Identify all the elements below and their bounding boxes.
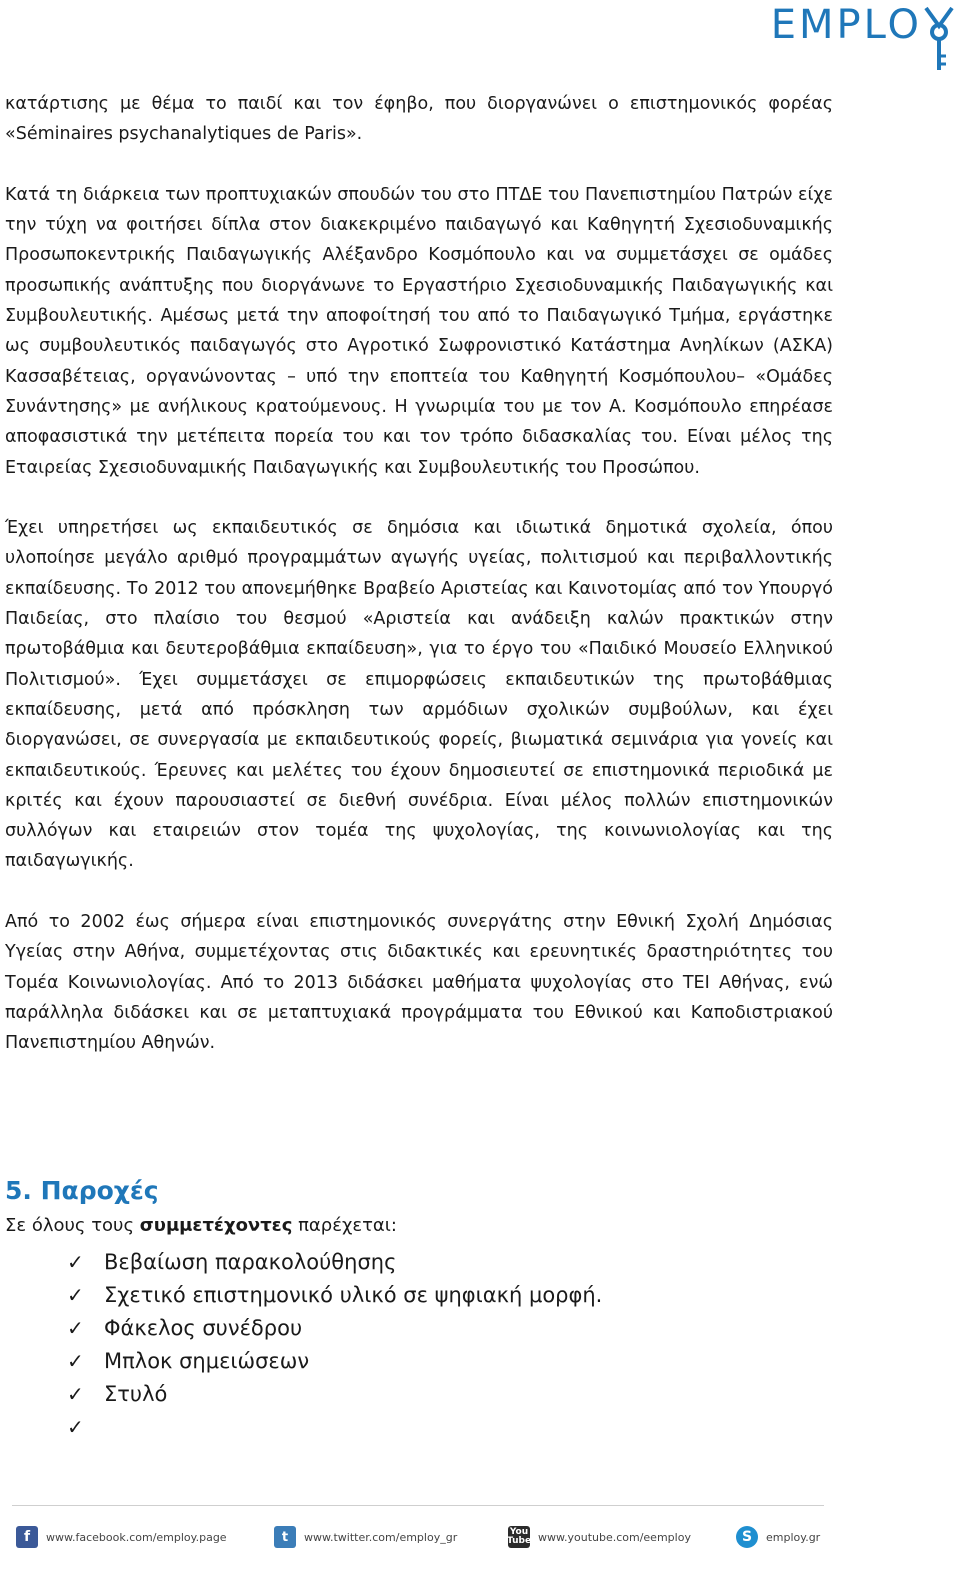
list-item-label: Μπλοκ σημειώσεων — [104, 1349, 310, 1373]
list-item — [67, 1279, 602, 1312]
twitter-link[interactable] — [274, 1526, 508, 1548]
check-icon: ✓ — [67, 1382, 84, 1406]
youtube-icon-bottom: Tube — [506, 1536, 532, 1546]
facebook-link[interactable] — [16, 1526, 274, 1548]
skype-id: employ.gr — [766, 1530, 821, 1544]
bio-text — [5, 89, 833, 1089]
intro-bold: συμμετέχοντες — [139, 1215, 293, 1236]
section-intro — [5, 1215, 397, 1236]
youtube-url: www.youtube.com/eemploy — [538, 1530, 691, 1544]
list-item — [67, 1411, 602, 1444]
footer — [16, 1522, 836, 1552]
check-icon: ✓ — [67, 1283, 84, 1307]
twitter-url: www.twitter.com/employ_gr — [304, 1530, 458, 1544]
youtube-link[interactable] — [508, 1526, 736, 1548]
facebook-url: www.facebook.com/employ.page — [46, 1530, 227, 1544]
skype-link[interactable] — [736, 1526, 820, 1548]
list-item-label: Φάκελος συνέδρου — [104, 1316, 303, 1340]
logo-text: EMPLO — [770, 2, 922, 48]
intro-text-end: παρέχεται: — [292, 1215, 397, 1236]
list-item — [67, 1378, 602, 1411]
benefits-list — [67, 1246, 602, 1444]
check-icon: ✓ — [67, 1316, 84, 1340]
youtube-icon-top: You — [509, 1527, 529, 1537]
list-item — [67, 1312, 602, 1345]
section-title: 5. Παροχές — [5, 1176, 159, 1205]
list-item-label: Σχετικό επιστημονικό υλικό σε ψηφιακή μορφή. — [104, 1283, 603, 1307]
skype-icon: S — [736, 1526, 758, 1548]
twitter-icon: t — [274, 1526, 296, 1548]
facebook-icon: f — [16, 1526, 38, 1548]
list-item-label: Βεβαίωση παρακολούθησης — [104, 1250, 397, 1274]
key-y-icon — [924, 6, 954, 72]
paragraph: κατάρτισης με θέμα το παιδί και τον έφηβο, που διοργανώνει ο επιστημονικός φορέας «Séminaires psychanalytiques de Paris». — [5, 94, 833, 145]
intro-text: Σε όλους τους — [5, 1215, 140, 1236]
paragraph: Από το 2002 έως σήμερα είναι επιστημονικός συνεργάτης στην Εθνική Σχολή Δημόσιας Υγείας στην Αθήνα, συμμετέχοντας στις διδακτικές και ερευνητικές δραστηριότητες του Τομέα Κοινωνιολογίας. Από το 2013 διδάσκει μαθήματα ψυχολογίας στο ΤΕΙ Αθήνας, ενώ παράλληλα διδάσκει και σε μεταπτυχιακά προγράμματα του Εθνικού και Καποδιστριακού Πανεπιστημίου Αθηνών. — [5, 912, 833, 1054]
employ-logo — [771, 2, 954, 72]
footer-divider — [12, 1505, 824, 1506]
list-item-label: Στυλό — [104, 1382, 168, 1406]
check-icon: ✓ — [67, 1250, 84, 1274]
check-icon: ✓ — [67, 1415, 84, 1439]
list-item — [67, 1345, 602, 1378]
paragraph: Έχει υπηρετήσει ως εκπαιδευτικός σε δημόσια και ιδιωτικά δημοτικά σχολεία, όπου υλοποίησε μεγάλο αριθμό προγραμμάτων αγωγής υγείας, πολιτισμού και περιβαλλοντικής εκπαίδευσης. Το 2012 του απονεμήθηκε Βραβείο Αριστείας και Καινοτομίας από τον Υπουργό Παιδείας, στο πλαίσιο του θεσμού «Αριστεία και ανάδειξη καλών πρακτικών στην πρωτοβάθμια και δευτεροβάθμια εκπαίδευση», για το έργο του «Παιδικό Μουσείο Ελληνικού Πολιτισμού». Έχει συμμετάσχει σε επιμορφώσεις εκπαιδευτικών της πρωτοβάθμιας εκπαίδευσης, μετά από πρόσκληση των αρμόδιων σχολικών συμβούλων, και έχει διοργανώσει, σε συνεργασία με εκπαιδευτικούς φορείς, βιωματικά σεμινάρια για γονείς και εκπαιδευτικούς. Έρευνες και μελέτες του έχουν δημοσιευτεί σε επιστημονικά περιοδικά με κριτές και έχουν παρουσιαστεί σε διεθνή συνέδρια. Είναι μέλος πολλών επιστημονικών συλλόγων και εταιρειών στον τομέα της ψυχολογίας, της κοινωνιολογίας και της παιδαγωγικής. — [5, 518, 833, 872]
paragraph: Κατά τη διάρκεια των προπτυχιακών σπουδών του στο ΠΤΔΕ του Πανεπιστημίου Πατρών είχε την τύχη να φοιτήσει δίπλα στον διακεκριμένο παιδαγωγό και Καθηγητή Σχεσιοδυναμικής Προσωποκεντρικής Παιδαγωγικής Αλέξανδρο Κοσμόπουλο και να συμμετάσχει σε ομάδες προσωπικής ανάπτυξης που διοργάνωνε το Εργαστήριο Σχεσιοδυναμικής Παιδαγωγικής και Συμβουλευτικής. Αμέσως μετά την αποφοίτησή του από το Παιδαγωγικό Τμήμα, εργάστηκε ως συμβουλευτικός παιδαγωγός στο Αγροτικό Σωφρονιστικό Κατάστημα Ανηλίκων (ΑΣΚΑ) Κασσαβέτειας, οργανώνοντας – υπό την εποπτεία του Καθηγητή Κοσμόπουλου– «Ομάδες Συνάντησης» με ανήλικους κρατούμενους. Η γνωριμία του με τον Α. Κοσμόπουλο επηρέασε αποφασιστικά την μετέπειτα πορεία του και τον τρόπο διδασκαλίας του. Είναι μέλος της Εταιρείας Σχεσιοδυναμικής Παιδαγωγικής και Συμβουλευτικής του Προσώπου. — [5, 184, 833, 478]
youtube-icon — [508, 1526, 530, 1548]
check-icon: ✓ — [67, 1349, 84, 1373]
list-item — [67, 1246, 602, 1279]
